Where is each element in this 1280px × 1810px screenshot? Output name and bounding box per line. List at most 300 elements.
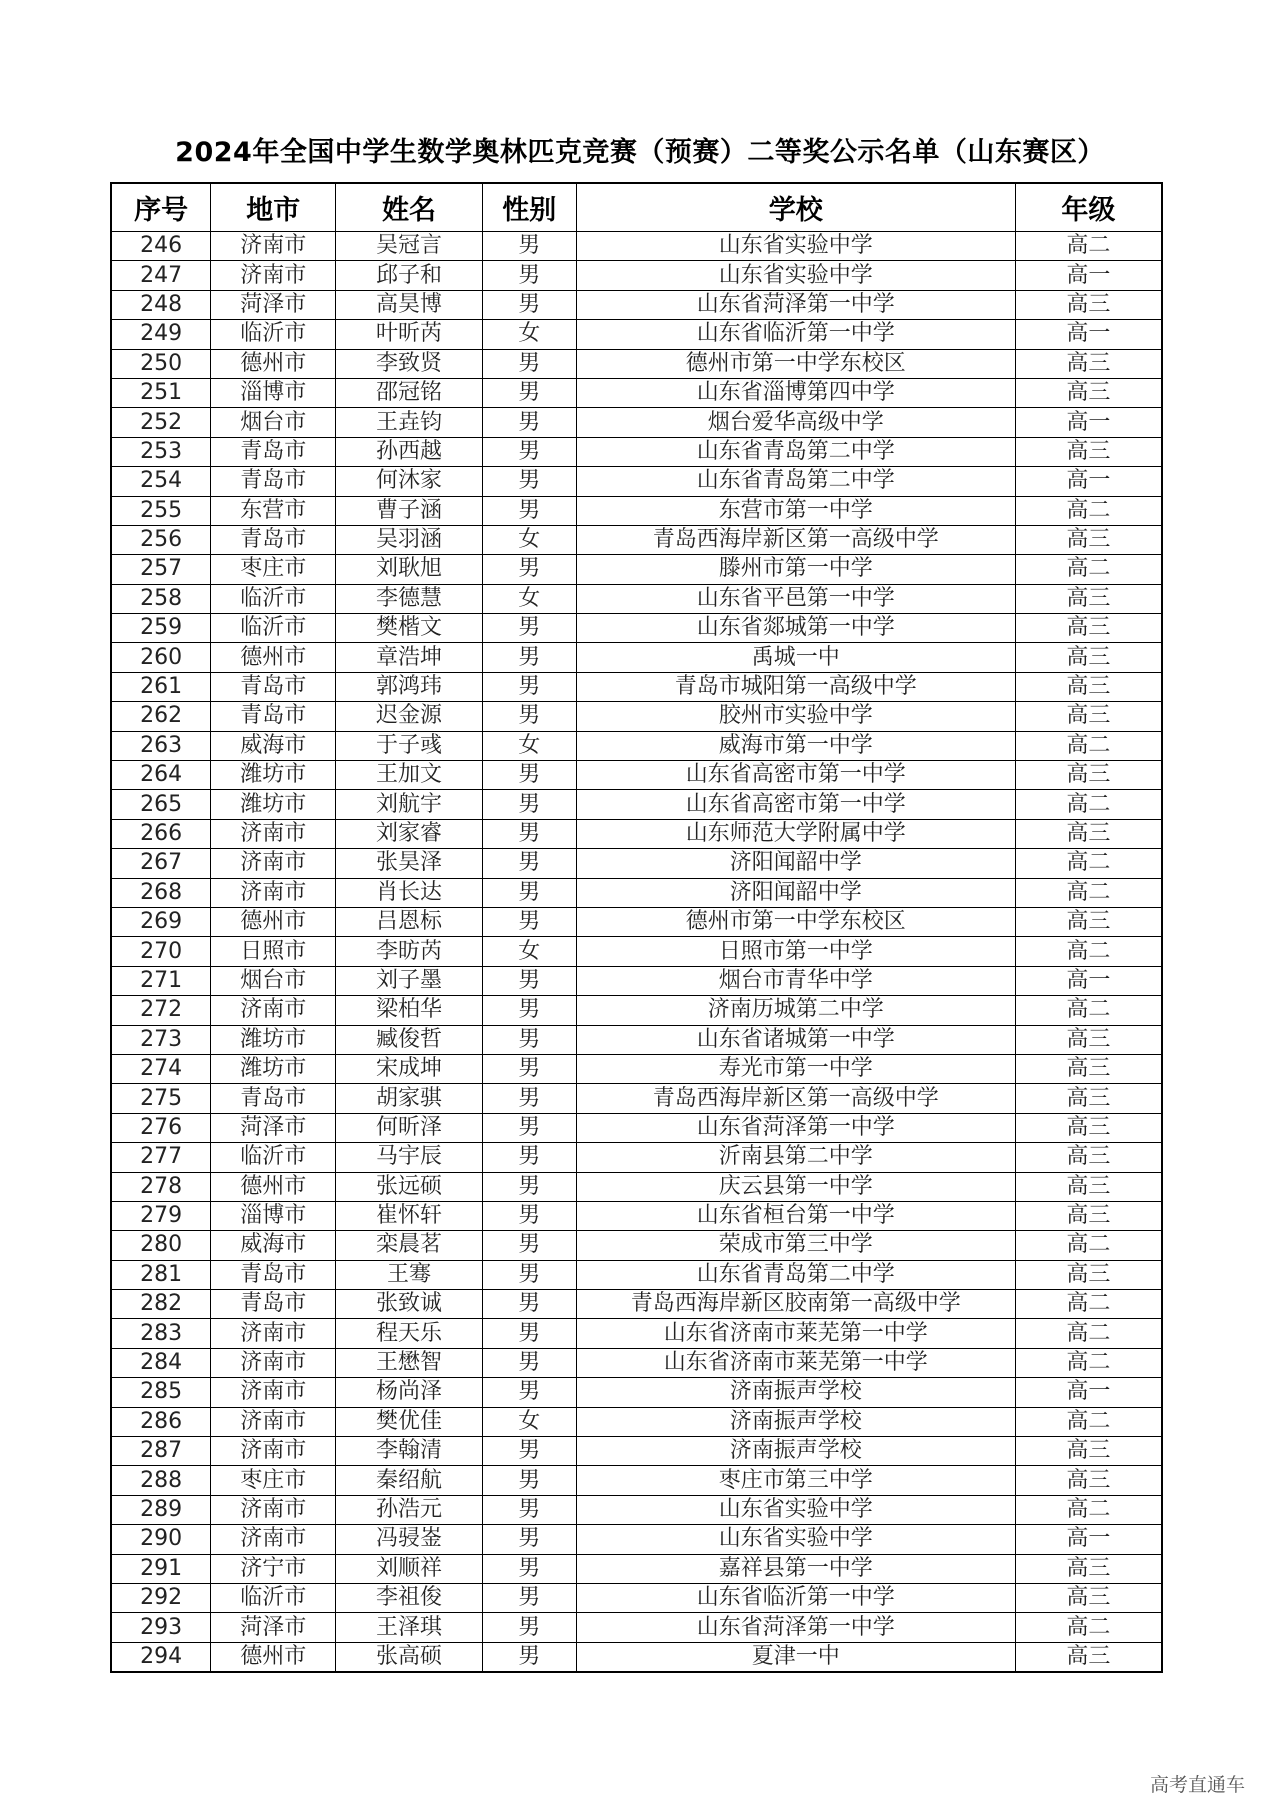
table-row — [111, 1113, 1162, 1142]
cell-school: 山东省菏泽第一中学 — [576, 1113, 1015, 1142]
cell-index: 293 — [111, 1613, 211, 1642]
cell-city: 青岛市 — [211, 467, 336, 496]
header-index: 序号 — [111, 183, 211, 232]
cell-index: 247 — [111, 261, 211, 290]
cell-school: 山东省菏泽第一中学 — [576, 290, 1015, 319]
table-row — [111, 643, 1162, 672]
cell-grade: 高二 — [1015, 555, 1162, 584]
table-row — [111, 1407, 1162, 1436]
cell-city: 青岛市 — [211, 1260, 336, 1289]
cell-gender: 女 — [482, 320, 576, 349]
cell-gender: 男 — [482, 1143, 576, 1172]
cell-gender: 男 — [482, 1172, 576, 1201]
table-row — [111, 702, 1162, 731]
cell-city: 青岛市 — [211, 1290, 336, 1319]
cell-school: 山东省郯城第一中学 — [576, 614, 1015, 643]
cell-grade: 高三 — [1015, 349, 1162, 378]
cell-city: 枣庄市 — [211, 555, 336, 584]
cell-index: 250 — [111, 349, 211, 378]
cell-grade: 高三 — [1015, 702, 1162, 731]
cell-gender: 男 — [482, 702, 576, 731]
cell-index: 267 — [111, 849, 211, 878]
cell-school: 山东师范大学附属中学 — [576, 819, 1015, 848]
cell-school: 山东省高密市第一中学 — [576, 761, 1015, 790]
cell-gender: 男 — [482, 849, 576, 878]
cell-grade: 高三 — [1015, 819, 1162, 848]
cell-school: 山东省高密市第一中学 — [576, 790, 1015, 819]
cell-index: 251 — [111, 378, 211, 407]
cell-school: 山东省实验中学 — [576, 1525, 1015, 1554]
table-header-row — [111, 183, 1162, 232]
cell-city: 济南市 — [211, 261, 336, 290]
table-row — [111, 1231, 1162, 1260]
cell-school: 济南历城第二中学 — [576, 996, 1015, 1025]
cell-gender: 男 — [482, 261, 576, 290]
cell-name: 肖长达 — [336, 878, 483, 907]
cell-index: 254 — [111, 467, 211, 496]
header-gender: 性别 — [482, 183, 576, 232]
cell-city: 烟台市 — [211, 408, 336, 437]
table-row — [111, 525, 1162, 554]
table-row — [111, 349, 1162, 378]
cell-index: 268 — [111, 878, 211, 907]
cell-school: 寿光市第一中学 — [576, 1054, 1015, 1083]
cell-city: 临沂市 — [211, 320, 336, 349]
cell-grade: 高一 — [1015, 1378, 1162, 1407]
cell-index: 288 — [111, 1466, 211, 1495]
cell-city: 济南市 — [211, 232, 336, 261]
table-row — [111, 496, 1162, 525]
cell-city: 青岛市 — [211, 672, 336, 701]
cell-name: 吴冠言 — [336, 232, 483, 261]
table-row — [111, 761, 1162, 790]
cell-school: 青岛西海岸新区第一高级中学 — [576, 1084, 1015, 1113]
cell-index: 263 — [111, 731, 211, 760]
cell-school: 山东省青岛第二中学 — [576, 437, 1015, 466]
cell-index: 291 — [111, 1554, 211, 1583]
header-school: 学校 — [576, 183, 1015, 232]
cell-grade: 高三 — [1015, 1260, 1162, 1289]
cell-index: 280 — [111, 1231, 211, 1260]
table-row — [111, 937, 1162, 966]
cell-city: 德州市 — [211, 907, 336, 936]
cell-school: 山东省实验中学 — [576, 232, 1015, 261]
cell-name: 郭鸿玮 — [336, 672, 483, 701]
table-row — [111, 1260, 1162, 1289]
cell-gender: 男 — [482, 996, 576, 1025]
cell-gender: 男 — [482, 1348, 576, 1377]
cell-gender: 男 — [482, 1525, 576, 1554]
cell-gender: 男 — [482, 555, 576, 584]
cell-name: 高昊博 — [336, 290, 483, 319]
cell-name: 迟金源 — [336, 702, 483, 731]
cell-school: 山东省济南市莱芜第一中学 — [576, 1348, 1015, 1377]
cell-city: 青岛市 — [211, 702, 336, 731]
cell-name: 栾晨茗 — [336, 1231, 483, 1260]
cell-index: 290 — [111, 1525, 211, 1554]
cell-gender: 男 — [482, 643, 576, 672]
table-row — [111, 1378, 1162, 1407]
cell-index: 282 — [111, 1290, 211, 1319]
cell-city: 威海市 — [211, 1231, 336, 1260]
cell-gender: 男 — [482, 1642, 576, 1672]
cell-school: 山东省济南市莱芜第一中学 — [576, 1319, 1015, 1348]
cell-name: 樊优佳 — [336, 1407, 483, 1436]
cell-grade: 高二 — [1015, 1348, 1162, 1377]
cell-city: 潍坊市 — [211, 790, 336, 819]
table-row — [111, 1201, 1162, 1230]
cell-name: 秦绍航 — [336, 1466, 483, 1495]
cell-index: 265 — [111, 790, 211, 819]
cell-grade: 高三 — [1015, 1054, 1162, 1083]
cell-city: 青岛市 — [211, 437, 336, 466]
cell-school: 山东省实验中学 — [576, 1495, 1015, 1524]
cell-grade: 高二 — [1015, 496, 1162, 525]
table-row — [111, 1290, 1162, 1319]
cell-city: 日照市 — [211, 937, 336, 966]
award-list-table — [110, 182, 1163, 1673]
cell-school: 嘉祥县第一中学 — [576, 1554, 1015, 1583]
cell-school: 烟台爱华高级中学 — [576, 408, 1015, 437]
table-row — [111, 1437, 1162, 1466]
cell-gender: 女 — [482, 731, 576, 760]
cell-index: 259 — [111, 614, 211, 643]
cell-city: 青岛市 — [211, 525, 336, 554]
cell-index: 279 — [111, 1201, 211, 1230]
cell-grade: 高三 — [1015, 643, 1162, 672]
table-row — [111, 555, 1162, 584]
cell-city: 临沂市 — [211, 614, 336, 643]
cell-city: 济南市 — [211, 1437, 336, 1466]
cell-index: 294 — [111, 1642, 211, 1672]
cell-index: 253 — [111, 437, 211, 466]
table-row — [111, 731, 1162, 760]
cell-grade: 高二 — [1015, 1290, 1162, 1319]
cell-index: 258 — [111, 584, 211, 613]
cell-grade: 高三 — [1015, 907, 1162, 936]
table-row — [111, 1348, 1162, 1377]
cell-index: 277 — [111, 1143, 211, 1172]
table-row — [111, 966, 1162, 995]
table-row — [111, 1143, 1162, 1172]
cell-name: 李翰清 — [336, 1437, 483, 1466]
cell-grade: 高二 — [1015, 232, 1162, 261]
cell-index: 281 — [111, 1260, 211, 1289]
cell-name: 曹子涵 — [336, 496, 483, 525]
cell-school: 威海市第一中学 — [576, 731, 1015, 760]
document-title: 2024年全国中学生数学奥林匹克竞赛（预赛）二等奖公示名单（山东赛区） — [175, 137, 1105, 168]
cell-name: 张昊泽 — [336, 849, 483, 878]
cell-index: 255 — [111, 496, 211, 525]
cell-city: 济南市 — [211, 1525, 336, 1554]
cell-grade: 高二 — [1015, 1613, 1162, 1642]
cell-school: 沂南县第二中学 — [576, 1143, 1015, 1172]
cell-grade: 高一 — [1015, 966, 1162, 995]
cell-city: 德州市 — [211, 1172, 336, 1201]
cell-city: 烟台市 — [211, 966, 336, 995]
cell-grade: 高一 — [1015, 261, 1162, 290]
cell-index: 264 — [111, 761, 211, 790]
cell-gender: 男 — [482, 966, 576, 995]
table-row — [111, 584, 1162, 613]
cell-city: 威海市 — [211, 731, 336, 760]
cell-gender: 男 — [482, 614, 576, 643]
cell-grade: 高三 — [1015, 1437, 1162, 1466]
cell-name: 何沐家 — [336, 467, 483, 496]
cell-gender: 男 — [482, 907, 576, 936]
cell-city: 济南市 — [211, 819, 336, 848]
cell-grade: 高二 — [1015, 790, 1162, 819]
cell-gender: 男 — [482, 1437, 576, 1466]
cell-name: 吕恩标 — [336, 907, 483, 936]
cell-name: 刘顺祥 — [336, 1554, 483, 1583]
cell-grade: 高三 — [1015, 1025, 1162, 1054]
cell-gender: 男 — [482, 496, 576, 525]
cell-index: 287 — [111, 1437, 211, 1466]
cell-name: 于子彧 — [336, 731, 483, 760]
cell-city: 济南市 — [211, 996, 336, 1025]
cell-grade: 高一 — [1015, 467, 1162, 496]
cell-grade: 高二 — [1015, 1319, 1162, 1348]
cell-gender: 男 — [482, 1290, 576, 1319]
table-row — [111, 819, 1162, 848]
cell-grade: 高二 — [1015, 731, 1162, 760]
cell-name: 李致贤 — [336, 349, 483, 378]
cell-city: 济南市 — [211, 1495, 336, 1524]
cell-name: 臧俊哲 — [336, 1025, 483, 1054]
table-row — [111, 1495, 1162, 1524]
cell-school: 山东省临沂第一中学 — [576, 320, 1015, 349]
cell-school: 山东省临沂第一中学 — [576, 1583, 1015, 1612]
cell-gender: 男 — [482, 1084, 576, 1113]
cell-index: 270 — [111, 937, 211, 966]
cell-index: 276 — [111, 1113, 211, 1142]
header-grade: 年级 — [1015, 183, 1162, 232]
cell-index: 262 — [111, 702, 211, 731]
table-row — [111, 790, 1162, 819]
cell-city: 东营市 — [211, 496, 336, 525]
cell-school: 青岛市城阳第一高级中学 — [576, 672, 1015, 701]
cell-name: 何昕泽 — [336, 1113, 483, 1142]
cell-grade: 高三 — [1015, 1554, 1162, 1583]
cell-gender: 男 — [482, 437, 576, 466]
cell-name: 李昉芮 — [336, 937, 483, 966]
cell-city: 淄博市 — [211, 1201, 336, 1230]
cell-index: 260 — [111, 643, 211, 672]
table-row — [111, 849, 1162, 878]
cell-city: 济南市 — [211, 1407, 336, 1436]
cell-grade: 高三 — [1015, 525, 1162, 554]
cell-city: 潍坊市 — [211, 1025, 336, 1054]
cell-index: 271 — [111, 966, 211, 995]
cell-city: 德州市 — [211, 1642, 336, 1672]
cell-school: 荣成市第三中学 — [576, 1231, 1015, 1260]
cell-gender: 男 — [482, 232, 576, 261]
table-row — [111, 1583, 1162, 1612]
table-row — [111, 614, 1162, 643]
cell-gender: 男 — [482, 1466, 576, 1495]
cell-name: 吴羽涵 — [336, 525, 483, 554]
table-row — [111, 1054, 1162, 1083]
cell-city: 济南市 — [211, 1348, 336, 1377]
cell-name: 刘子墨 — [336, 966, 483, 995]
cell-school: 烟台市青华中学 — [576, 966, 1015, 995]
cell-index: 261 — [111, 672, 211, 701]
cell-school: 山东省青岛第二中学 — [576, 467, 1015, 496]
cell-index: 256 — [111, 525, 211, 554]
cell-grade: 高三 — [1015, 290, 1162, 319]
cell-school: 济阳闻韶中学 — [576, 878, 1015, 907]
cell-gender: 男 — [482, 1025, 576, 1054]
cell-school: 胶州市实验中学 — [576, 702, 1015, 731]
table-row — [111, 1554, 1162, 1583]
cell-grade: 高三 — [1015, 584, 1162, 613]
table-row — [111, 996, 1162, 1025]
cell-school: 济南振声学校 — [576, 1378, 1015, 1407]
cell-index: 289 — [111, 1495, 211, 1524]
table-row — [111, 907, 1162, 936]
cell-school: 山东省青岛第二中学 — [576, 1260, 1015, 1289]
cell-index: 286 — [111, 1407, 211, 1436]
cell-grade: 高一 — [1015, 408, 1162, 437]
cell-grade: 高三 — [1015, 1172, 1162, 1201]
table-row — [111, 467, 1162, 496]
cell-grade: 高三 — [1015, 672, 1162, 701]
cell-name: 刘耿旭 — [336, 555, 483, 584]
cell-city: 青岛市 — [211, 1084, 336, 1113]
cell-school: 山东省诸城第一中学 — [576, 1025, 1015, 1054]
cell-name: 王垚钧 — [336, 408, 483, 437]
cell-city: 潍坊市 — [211, 761, 336, 790]
header-name: 姓名 — [336, 183, 483, 232]
cell-grade: 高三 — [1015, 378, 1162, 407]
cell-grade: 高二 — [1015, 1407, 1162, 1436]
cell-school: 山东省淄博第四中学 — [576, 378, 1015, 407]
cell-city: 枣庄市 — [211, 1466, 336, 1495]
table-row — [111, 320, 1162, 349]
cell-gender: 男 — [482, 1231, 576, 1260]
cell-school: 山东省桓台第一中学 — [576, 1201, 1015, 1230]
cell-index: 292 — [111, 1583, 211, 1612]
cell-index: 249 — [111, 320, 211, 349]
cell-name: 宋成坤 — [336, 1054, 483, 1083]
table-row — [111, 378, 1162, 407]
cell-grade: 高三 — [1015, 1642, 1162, 1672]
cell-index: 283 — [111, 1319, 211, 1348]
cell-city: 菏泽市 — [211, 290, 336, 319]
cell-index: 257 — [111, 555, 211, 584]
header-city: 地市 — [211, 183, 336, 232]
cell-grade: 高三 — [1015, 1583, 1162, 1612]
cell-name: 邵冠铭 — [336, 378, 483, 407]
cell-city: 临沂市 — [211, 584, 336, 613]
cell-gender: 男 — [482, 1378, 576, 1407]
cell-index: 248 — [111, 290, 211, 319]
cell-city: 德州市 — [211, 349, 336, 378]
cell-gender: 男 — [482, 1613, 576, 1642]
cell-gender: 女 — [482, 584, 576, 613]
cell-school: 济阳闻韶中学 — [576, 849, 1015, 878]
cell-gender: 男 — [482, 1054, 576, 1083]
cell-grade: 高三 — [1015, 1084, 1162, 1113]
cell-name: 王加文 — [336, 761, 483, 790]
cell-city: 济南市 — [211, 849, 336, 878]
cell-name: 孙浩元 — [336, 1495, 483, 1524]
cell-grade: 高三 — [1015, 1143, 1162, 1172]
cell-name: 程天乐 — [336, 1319, 483, 1348]
cell-gender: 男 — [482, 1113, 576, 1142]
cell-grade: 高二 — [1015, 937, 1162, 966]
cell-city: 临沂市 — [211, 1143, 336, 1172]
table-row — [111, 232, 1162, 261]
table-row — [111, 878, 1162, 907]
cell-index: 275 — [111, 1084, 211, 1113]
cell-index: 266 — [111, 819, 211, 848]
cell-school: 济南振声学校 — [576, 1407, 1015, 1436]
cell-grade: 高三 — [1015, 1466, 1162, 1495]
cell-grade: 高二 — [1015, 849, 1162, 878]
cell-school: 济南振声学校 — [576, 1437, 1015, 1466]
table-row — [111, 672, 1162, 701]
cell-gender: 女 — [482, 525, 576, 554]
cell-name: 邱子和 — [336, 261, 483, 290]
cell-gender: 男 — [482, 1554, 576, 1583]
cell-city: 德州市 — [211, 643, 336, 672]
cell-school: 山东省实验中学 — [576, 261, 1015, 290]
cell-name: 刘航宇 — [336, 790, 483, 819]
table-row — [111, 1613, 1162, 1642]
cell-school: 东营市第一中学 — [576, 496, 1015, 525]
cell-school: 青岛西海岸新区胶南第一高级中学 — [576, 1290, 1015, 1319]
cell-gender: 男 — [482, 408, 576, 437]
cell-index: 269 — [111, 907, 211, 936]
cell-city: 济南市 — [211, 1319, 336, 1348]
cell-grade: 高二 — [1015, 1231, 1162, 1260]
cell-gender: 男 — [482, 349, 576, 378]
cell-grade: 高一 — [1015, 320, 1162, 349]
cell-name: 马宇辰 — [336, 1143, 483, 1172]
cell-grade: 高三 — [1015, 761, 1162, 790]
cell-gender: 男 — [482, 378, 576, 407]
cell-city: 济南市 — [211, 878, 336, 907]
cell-school: 山东省菏泽第一中学 — [576, 1613, 1015, 1642]
cell-school: 夏津一中 — [576, 1642, 1015, 1672]
cell-school: 滕州市第一中学 — [576, 555, 1015, 584]
table-row — [111, 1319, 1162, 1348]
cell-gender: 女 — [482, 1407, 576, 1436]
cell-name: 李祖俊 — [336, 1583, 483, 1612]
cell-school: 禹城一中 — [576, 643, 1015, 672]
cell-grade: 高二 — [1015, 878, 1162, 907]
cell-gender: 男 — [482, 1319, 576, 1348]
cell-index: 284 — [111, 1348, 211, 1377]
watermark: 高考直通车 — [1150, 1774, 1246, 1796]
cell-name: 王骞 — [336, 1260, 483, 1289]
cell-name: 孙西越 — [336, 437, 483, 466]
cell-gender: 男 — [482, 467, 576, 496]
cell-name: 王泽琪 — [336, 1613, 483, 1642]
table-row — [111, 1642, 1162, 1672]
table-row — [111, 1172, 1162, 1201]
cell-name: 张高硕 — [336, 1642, 483, 1672]
cell-index: 274 — [111, 1054, 211, 1083]
cell-gender: 男 — [482, 878, 576, 907]
cell-gender: 男 — [482, 1201, 576, 1230]
table-row — [111, 437, 1162, 466]
cell-city: 潍坊市 — [211, 1054, 336, 1083]
table-row — [111, 408, 1162, 437]
cell-index: 272 — [111, 996, 211, 1025]
